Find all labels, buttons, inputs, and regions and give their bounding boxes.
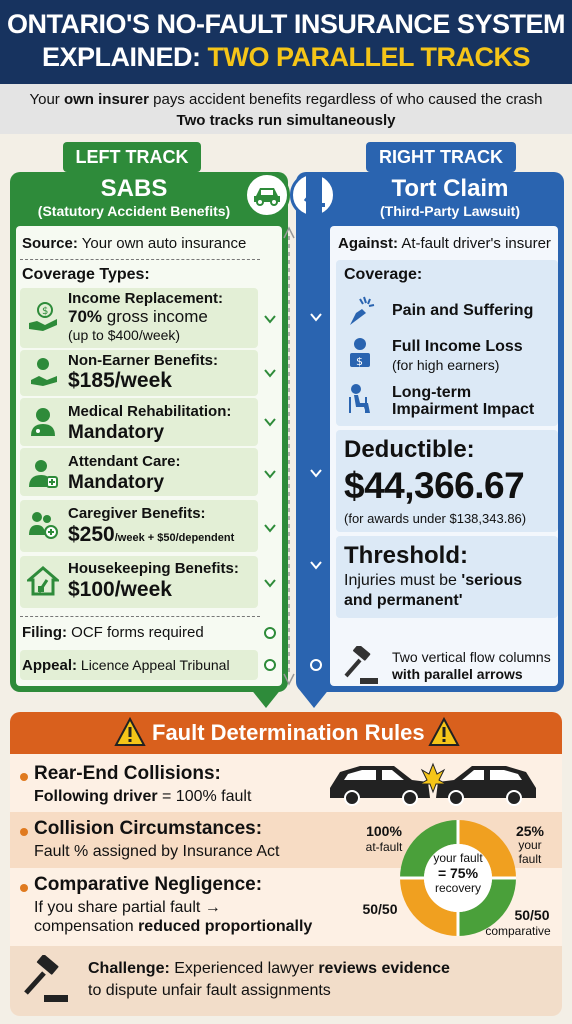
challenge-bold: reviews evidence (318, 960, 450, 977)
challenge-label: Challenge: (88, 960, 170, 977)
chevron-check-icon (263, 366, 277, 380)
against-row (338, 235, 558, 253)
impairment-icon (343, 382, 377, 416)
header (0, 0, 572, 84)
gavel-icon (340, 646, 380, 686)
left-down-arrow (250, 688, 282, 708)
subtitle-rest: pays accident benefits regardless of who caused the crash (148, 91, 543, 108)
against-value: At-fault driver's insurer (398, 235, 551, 252)
bullet-dot (20, 773, 28, 781)
rule-comparative-text-2 (34, 918, 312, 936)
chevron-check-icon (309, 466, 323, 480)
sabs-title: SABS (100, 175, 168, 202)
filing-value: OCF forms required (67, 624, 204, 641)
rule-comparative-title: Comparative Negligence: (34, 874, 263, 895)
donut-label-25-sub2: fault (518, 852, 542, 866)
divider (20, 616, 260, 617)
chevron-check-icon (309, 310, 323, 324)
subtitle-line-2: Two tracks run simultaneously (176, 112, 396, 129)
non-earner-label: Non-Earner Benefits: (68, 352, 219, 369)
sabs-subtitle: (Statutory Accident Benefits) (37, 203, 231, 219)
caregiver-value-small: /week + $50/dependent (114, 532, 235, 544)
attendant-care-value: Mandatory (68, 472, 165, 493)
source-row (22, 235, 262, 253)
income-value-rest: gross income (102, 307, 208, 326)
non-earner-value: $185/week (68, 369, 172, 392)
subtitle-bold: own insurer (63, 91, 149, 108)
gavel-icon (20, 955, 70, 1005)
rule-comparative-text: If you share partial fault → (34, 899, 221, 916)
donut-label-100-sub: at-fault (365, 840, 403, 854)
caregiver-value-row (68, 524, 234, 546)
chevron-check-icon (263, 576, 277, 590)
threshold-text-2: and permanent' (344, 592, 463, 609)
deductible-value: $44,366.67 (344, 465, 525, 506)
caregiver-icon (26, 508, 60, 542)
attendant-care-label: Attendant Care: (68, 453, 181, 470)
medical-rehab-label: Medical Rehabilitation: (68, 403, 232, 420)
pain-suffering-label: Pain and Suffering (392, 302, 534, 319)
challenge-line-1 (88, 960, 450, 978)
appeal-row (22, 656, 262, 675)
chevron-check-icon (263, 521, 277, 535)
donut-label-5050-right-sub: comparative (485, 924, 551, 938)
challenge-band (10, 946, 562, 1016)
against-label: Against: (338, 235, 398, 252)
deductible-note: (for awards under $138,343.86) (344, 511, 527, 526)
income-value: 70% (68, 307, 103, 326)
caregiver-label: Caregiver Benefits: (68, 505, 206, 522)
threshold-label: Threshold: (344, 542, 468, 569)
chevron-check-icon (263, 312, 277, 326)
income-replacement-value (68, 307, 208, 326)
challenge-line-2: to dispute unfair fault assignments (88, 982, 331, 999)
caregiver-value: $250 (68, 523, 115, 546)
flow-note-2: with parallel arrows (392, 666, 523, 682)
warning-icon (428, 717, 460, 747)
appeal-value: Licence Appeal Tribunal (77, 657, 230, 673)
rule-circumstances-text: Fault % assigned by Insurance Act (34, 843, 280, 860)
ring-icon (309, 658, 323, 672)
donut-label-5050-right: 50/50 (514, 907, 550, 923)
medical-rehab-value: Mandatory (68, 422, 165, 443)
donut-label-100: 100% (366, 823, 402, 839)
doctor-icon (26, 405, 60, 439)
donut-center-3: recovery (434, 881, 481, 895)
comparative-plain: compensation (34, 918, 139, 935)
donut-label-25-sub1: your (518, 838, 542, 852)
bullet-dot (20, 828, 28, 836)
deductible-label: Deductible: (344, 436, 475, 463)
housekeeping-value: $100/week (68, 578, 172, 601)
tort-title: Tort Claim (391, 175, 509, 202)
income-replacement-note: (up to $400/week) (68, 327, 181, 343)
filing-row (22, 624, 262, 642)
appeal-label: Appeal: (22, 657, 78, 674)
left-track-pill: LEFT TRACK (63, 142, 201, 172)
donut-label-5050-left: 50/50 (362, 901, 398, 917)
donut-center-1: your fault (433, 851, 483, 865)
right-column-stem (306, 172, 322, 690)
donut-label-25: 25% (515, 823, 545, 839)
income-replacement-label: Income Replacement: (68, 290, 224, 307)
income-icon (343, 336, 377, 370)
bullet-dot (20, 884, 28, 892)
long-term-label: Long-term (392, 384, 472, 401)
housekeeping-label: Housekeeping Benefits: (68, 560, 239, 577)
money-hand-icon (26, 300, 60, 334)
rule-rear-end-title: Rear-End Collisions: (34, 763, 221, 784)
attendant-icon (26, 456, 60, 490)
subtitle-prefix: Your (29, 91, 64, 108)
impairment-impact-label: Impairment Impact (392, 401, 535, 418)
title-line-2-prefix: EXPLAINED: (41, 42, 208, 72)
challenge-text: Experienced lawyer (169, 960, 319, 977)
center-double-arrow (282, 226, 296, 686)
rule-circumstances-title: Collision Circumstances: (34, 818, 263, 839)
threshold-text-bold: 'serious (461, 572, 523, 589)
threshold-text-plain: Injuries must be (344, 572, 462, 589)
comparative-bold: reduced proportionally (138, 918, 313, 935)
full-income-loss-note: (for high earners) (392, 357, 500, 373)
ring-icon (263, 658, 277, 672)
source-value: Your own auto insurance (77, 235, 247, 252)
flow-note-1: Two vertical flow columns (392, 649, 551, 665)
chevron-check-icon (263, 415, 277, 429)
car-collision-icon (326, 758, 540, 808)
person-hand-icon (26, 355, 60, 389)
rear-end-rest: = 100% fault (157, 788, 252, 805)
divider (20, 259, 260, 260)
tort-subtitle: (Third-Party Lawsuit) (379, 203, 520, 219)
source-label: Source: (22, 235, 78, 252)
chevron-check-icon (263, 467, 277, 481)
right-track-pill: RIGHT TRACK (366, 142, 516, 172)
coverage-types-label: Coverage Types: (22, 266, 150, 283)
pain-icon (343, 294, 377, 328)
fault-title: Fault Determination Rules (152, 720, 425, 745)
ring-icon (263, 626, 277, 640)
right-down-arrow (298, 688, 330, 708)
house-icon (26, 563, 60, 597)
subtitle-banner (0, 84, 572, 134)
full-income-loss-label: Full Income Loss (392, 338, 523, 355)
chevron-check-icon (309, 558, 323, 572)
svg-text:$: $ (356, 355, 363, 368)
donut-center-2: = 75% (437, 865, 479, 881)
warning-icon (114, 717, 146, 747)
threshold-text (344, 572, 522, 590)
title-line-1: ONTARIO'S NO-FAULT INSURANCE SYSTEM (7, 9, 565, 39)
rule-rear-end-text (34, 788, 251, 806)
car-icon (244, 172, 290, 218)
tort-coverage-label: Coverage: (344, 266, 423, 283)
rear-end-bold: Following driver (34, 788, 158, 805)
title-line-2-highlight: TWO PARALLEL TRACKS (207, 42, 530, 72)
svg-text:$: $ (42, 306, 49, 317)
filing-label: Filing: (22, 624, 67, 641)
